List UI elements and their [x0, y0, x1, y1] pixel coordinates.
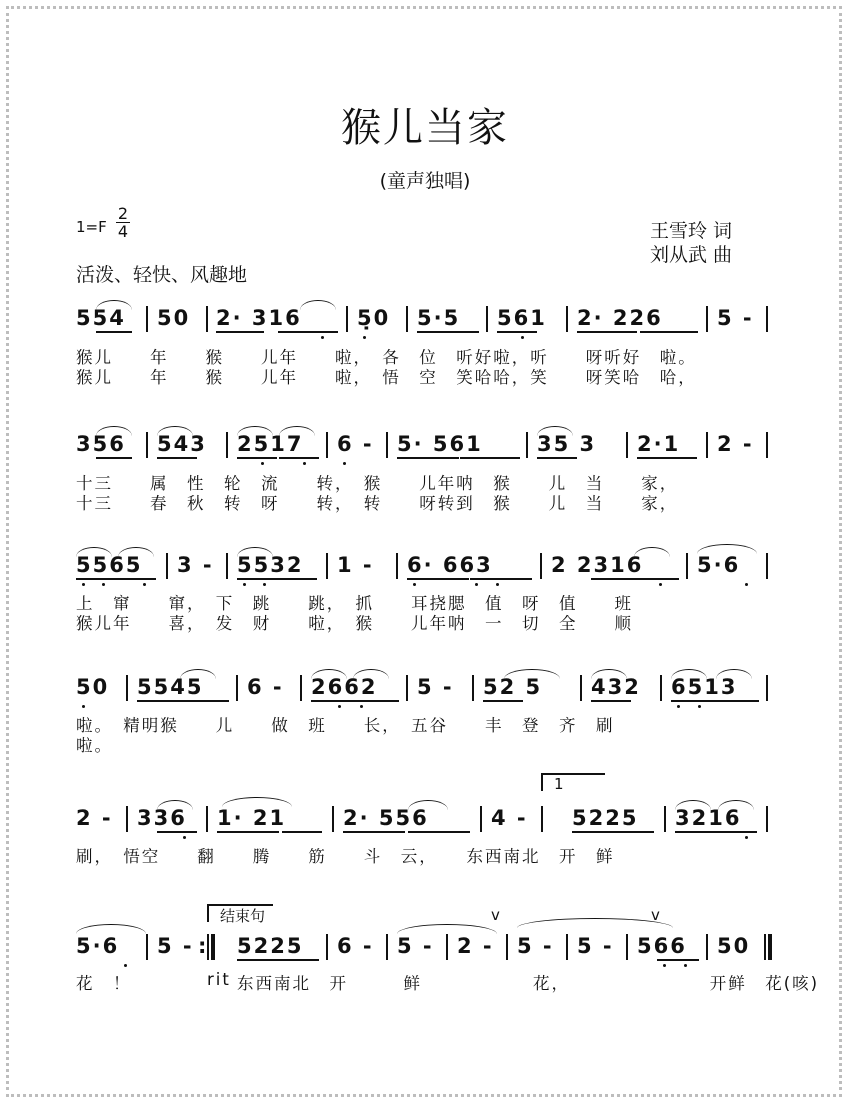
- measure: 6 -: [337, 432, 374, 456]
- repeat-dots: :: [198, 934, 207, 958]
- lyrics-verse-2: 猴儿 年 猴 儿年 啦， 悟 空 笑哈哈，笑 呀笑哈 哈，: [76, 368, 697, 387]
- lyrics-verse-2: 东西南北 开 鲜 花， 开鲜 花(咳): [237, 974, 820, 993]
- measure: 5·5: [417, 306, 461, 330]
- low-octave-dot: [82, 705, 85, 708]
- lyrics-verse-2: 十三 春 秋 转 呀 转， 转 呀转到 猴 儿 当 家，: [76, 494, 679, 513]
- tempo-marking: 活泼、轻快、风趣地: [76, 264, 248, 286]
- barline: [626, 934, 628, 960]
- breath-mark: v: [651, 906, 660, 924]
- measure: 6 -: [247, 675, 284, 699]
- barline: [486, 306, 488, 332]
- barline: [664, 806, 666, 832]
- beam: [217, 831, 279, 833]
- lyrics-verse-2: 啦。: [76, 736, 113, 755]
- barline: [626, 432, 628, 458]
- barline: [706, 306, 708, 332]
- measure: 5 -: [157, 934, 194, 958]
- measure: 356: [76, 432, 126, 456]
- barline: [472, 675, 474, 701]
- beam: [640, 331, 698, 333]
- barline: [386, 934, 388, 960]
- volta-number: 1: [554, 775, 564, 793]
- low-octave-dot: [321, 336, 324, 339]
- barline: [446, 934, 448, 960]
- low-octave-dot: [475, 583, 478, 586]
- beam: [237, 959, 319, 961]
- measure: 5532: [237, 553, 304, 577]
- beam: [657, 959, 699, 961]
- measure: 5 -: [517, 934, 554, 958]
- low-octave-dot: [102, 583, 105, 586]
- beam: [408, 831, 470, 833]
- measure: 2 -: [717, 432, 754, 456]
- low-octave-dot: [343, 462, 346, 465]
- barline: [706, 934, 708, 960]
- low-octave-dot: [684, 964, 687, 967]
- measure: 52 5: [483, 675, 543, 699]
- measure: 432: [591, 675, 641, 699]
- beam: [407, 578, 469, 580]
- measure: 50: [157, 306, 191, 330]
- barline: [226, 553, 228, 579]
- low-octave-dot: [413, 583, 416, 586]
- barline: [236, 675, 238, 701]
- song-title: 猴儿当家: [341, 105, 509, 151]
- low-octave-dot: [263, 583, 266, 586]
- barline: [326, 432, 328, 458]
- barline: [166, 553, 168, 579]
- low-octave-dot: [496, 583, 499, 586]
- measure: 2662: [311, 675, 378, 699]
- measure: 543: [157, 432, 207, 456]
- low-octave-dot: [143, 583, 146, 586]
- final-barline: [764, 934, 766, 960]
- lyrics-verse-2: 猴儿年 喜， 发 财 啦， 猴 儿年呐 一 切 全 顺: [76, 614, 633, 633]
- measure: 5·6: [76, 934, 120, 958]
- low-octave-dot: [303, 462, 306, 465]
- measure: 2 -: [457, 934, 494, 958]
- measure: 5565: [76, 553, 143, 577]
- time-signature-bottom: 4: [117, 222, 129, 241]
- barline: [300, 675, 302, 701]
- barline: [396, 553, 398, 579]
- measure: 5 -: [417, 675, 454, 699]
- measure: 5225: [237, 934, 304, 958]
- final-barline: [768, 934, 772, 960]
- barline: [580, 675, 582, 701]
- measure: 5 -: [397, 934, 434, 958]
- measure: 6· 663: [407, 553, 493, 577]
- barline: [766, 306, 768, 332]
- repeat-barline: [211, 934, 215, 960]
- lyrics-verse-1: 猴儿 年 猴 儿年 啦， 各 位 听好啦，听 呀听好 啦。: [76, 348, 697, 367]
- low-octave-dot: [677, 705, 680, 708]
- breath-mark: v: [491, 906, 500, 924]
- rit-marking: rit: [207, 970, 231, 989]
- beam: [577, 331, 637, 333]
- measure: 554: [76, 306, 126, 330]
- low-octave-dot: [659, 583, 662, 586]
- beam: [157, 457, 197, 459]
- low-octave-dot: [124, 964, 127, 967]
- measure: 2 2316: [551, 553, 644, 577]
- beam: [675, 831, 757, 833]
- beam: [470, 578, 532, 580]
- measure: 50: [76, 675, 110, 699]
- beam: [483, 700, 523, 702]
- lyrics-verse-1: 花 ！: [76, 974, 132, 993]
- barline: [541, 806, 543, 832]
- measure: 2· 556: [343, 806, 429, 830]
- ending-bracket: [207, 904, 209, 922]
- low-octave-dot: [745, 836, 748, 839]
- key-signature: 1=F: [76, 218, 107, 236]
- low-octave-dot: [745, 583, 748, 586]
- lyrics-verse-1: 上 窜 窜， 下 跳 跳， 抓 耳挠腮 值 呀 值 班: [76, 594, 633, 613]
- lyricist: 王雪玲 词: [650, 220, 733, 242]
- measure: 35 3: [537, 432, 597, 456]
- barline: [326, 934, 328, 960]
- low-octave-dot: [363, 336, 366, 339]
- measure: 2517: [237, 432, 304, 456]
- song-subtitle: (童声独唱): [379, 170, 471, 192]
- beam: [497, 331, 537, 333]
- beam: [572, 831, 654, 833]
- beam: [216, 331, 264, 333]
- measure: 5 -: [577, 934, 614, 958]
- low-octave-dot: [360, 705, 363, 708]
- beam: [76, 578, 156, 580]
- measure: 3216: [675, 806, 742, 830]
- barline: [332, 806, 334, 832]
- beam: [96, 331, 132, 333]
- measure: 5225: [572, 806, 639, 830]
- barline: [326, 553, 328, 579]
- barline: [766, 553, 768, 579]
- barline: [206, 806, 208, 832]
- barline: [566, 934, 568, 960]
- beam: [591, 700, 631, 702]
- barline: [126, 675, 128, 701]
- measure: 6513: [671, 675, 738, 699]
- barline: [346, 306, 348, 332]
- measure: 561: [497, 306, 547, 330]
- measure: 2 -: [76, 806, 113, 830]
- barline: [406, 306, 408, 332]
- beam: [237, 457, 277, 459]
- beam: [591, 578, 679, 580]
- barline: [540, 553, 542, 579]
- beam: [537, 457, 577, 459]
- beam: [137, 700, 229, 702]
- beam: [311, 700, 399, 702]
- measure: 2· 316: [216, 306, 302, 330]
- lyrics-verse-1: 刷， 悟空 翻 腾 筋 斗 云， 东西南北 开 鲜: [76, 847, 615, 866]
- barline: [526, 432, 528, 458]
- beam: [96, 457, 132, 459]
- measure: 5̣0: [357, 306, 391, 330]
- measure: 2·1: [637, 432, 681, 456]
- volta-bracket: [541, 773, 605, 775]
- measure: 50: [717, 934, 751, 958]
- barline: [146, 934, 148, 960]
- beam: [460, 457, 520, 459]
- barline: [706, 432, 708, 458]
- barline: [146, 432, 148, 458]
- barline: [386, 432, 388, 458]
- measure: 2· 226: [577, 306, 663, 330]
- lyrics-verse-1: 十三 属 性 轮 流 转， 猴 儿年呐 猴 儿 当 家，: [76, 474, 679, 493]
- beam: [282, 831, 322, 833]
- lyrics-verse-1: 啦。 精明猴 儿 做 班 长， 五谷 丰 登 齐 刷: [76, 716, 615, 735]
- barline: [206, 306, 208, 332]
- time-signature-top: 2: [117, 204, 129, 223]
- beam: [637, 457, 697, 459]
- barline: [686, 553, 688, 579]
- low-octave-dot: [663, 964, 666, 967]
- barline: [766, 806, 768, 832]
- measure: 1· 21: [217, 806, 287, 830]
- low-octave-dot: [243, 583, 246, 586]
- measure: 5·6: [697, 553, 741, 577]
- beam: [397, 457, 459, 459]
- barline: [766, 432, 768, 458]
- low-octave-dot: [82, 583, 85, 586]
- barline: [406, 675, 408, 701]
- time-signature: [116, 205, 130, 240]
- low-octave-dot: [698, 705, 701, 708]
- measure: 4 -: [491, 806, 528, 830]
- beam: [417, 331, 479, 333]
- measure: 5 -: [717, 306, 754, 330]
- ending-label: 结束句: [220, 907, 266, 925]
- measure: 566: [637, 934, 687, 958]
- composer: 刘从武 曲: [650, 244, 733, 266]
- repeat-barline: [207, 934, 209, 960]
- low-octave-dot: [261, 462, 264, 465]
- barline: [660, 675, 662, 701]
- beam: [237, 578, 317, 580]
- barline: [226, 432, 228, 458]
- measure: 6 -: [337, 934, 374, 958]
- measure: 1 -: [337, 553, 374, 577]
- barline: [146, 306, 148, 332]
- barline: [566, 306, 568, 332]
- volta-bracket: [541, 773, 543, 791]
- beam: [343, 831, 405, 833]
- barline: [506, 934, 508, 960]
- measure: 5· 561: [397, 432, 483, 456]
- low-octave-dot: [338, 705, 341, 708]
- measure: 3 -: [177, 553, 214, 577]
- beam: [157, 831, 197, 833]
- measure: 5545: [137, 675, 204, 699]
- measure: 336: [137, 806, 187, 830]
- beam: [671, 700, 759, 702]
- beam: [279, 457, 319, 459]
- barline: [126, 806, 128, 832]
- barline: [766, 675, 768, 701]
- low-octave-dot: [521, 336, 524, 339]
- beam: [278, 331, 338, 333]
- low-octave-dot: [183, 836, 186, 839]
- barline: [480, 806, 482, 832]
